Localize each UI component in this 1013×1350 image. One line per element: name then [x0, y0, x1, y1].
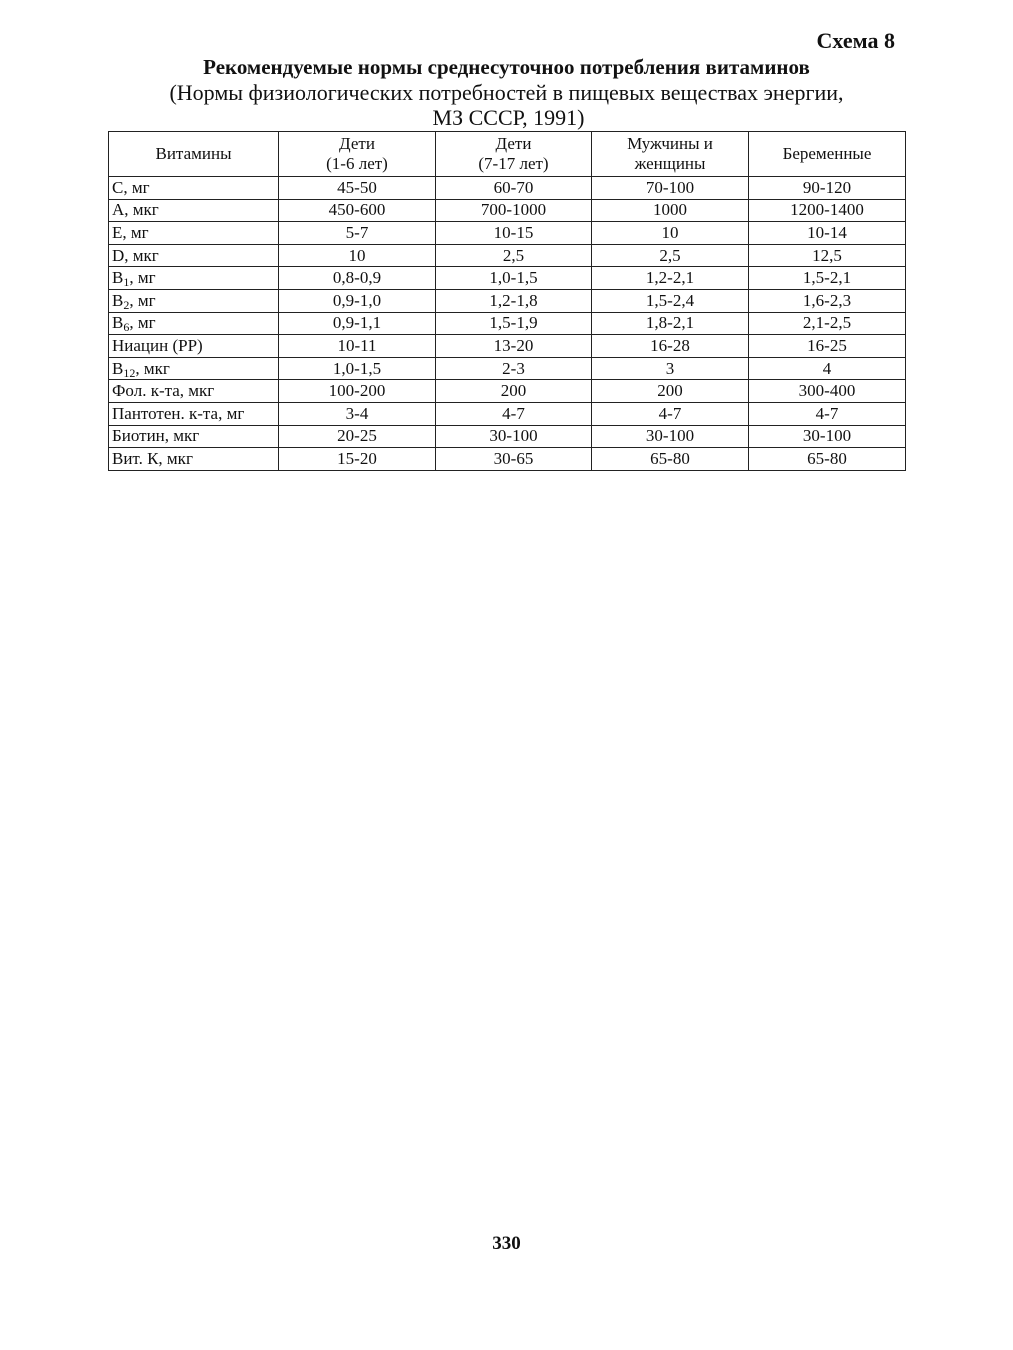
value-cell: 60-70 — [436, 177, 592, 200]
value-cell: 1,5-2,4 — [592, 289, 749, 312]
table-row — [109, 335, 906, 358]
page-number: 330 — [492, 1233, 521, 1254]
header-children-7-17: Дети (7-17 лет) — [436, 132, 592, 177]
vitamin-name-cell: А, мкг — [109, 199, 279, 222]
vitamin-name-cell: Пантотен. к-та, мг — [109, 402, 279, 425]
vitamin-name-cell: $В_2$, мг — [109, 289, 279, 312]
vitamin-name-cell: Вит. К, мкг — [109, 448, 279, 471]
value-cell: 200 — [436, 380, 592, 403]
vitamin-name-cell: Ниацин (РР) — [109, 335, 279, 358]
header-men-women: Мужчины и женщины — [592, 132, 749, 177]
header-vitamins: Витамины — [109, 132, 279, 177]
value-cell: 1000 — [592, 199, 749, 222]
vitamin-name-cell: Е, мг — [109, 222, 279, 245]
value-cell: 2,1-2,5 — [749, 312, 906, 335]
value-cell: 2-3 — [436, 357, 592, 380]
table-row — [109, 448, 906, 471]
value-cell: 4-7 — [592, 402, 749, 425]
value-cell: 100-200 — [279, 380, 436, 403]
value-cell: 13-20 — [436, 335, 592, 358]
document-subtitle — [0, 80, 1013, 130]
value-cell: 2,5 — [436, 244, 592, 267]
value-cell: 10-11 — [279, 335, 436, 358]
vitamin-name-cell: С, мг — [109, 177, 279, 200]
table-row — [109, 222, 906, 245]
value-cell: 200 — [592, 380, 749, 403]
value-cell: 0,9-1,0 — [279, 289, 436, 312]
value-cell: 70-100 — [592, 177, 749, 200]
value-cell: 4-7 — [436, 402, 592, 425]
value-cell: 30-100 — [436, 425, 592, 448]
table-row — [109, 244, 906, 267]
value-cell: 12,5 — [749, 244, 906, 267]
table-row — [109, 177, 906, 200]
value-cell: 90-120 — [749, 177, 906, 200]
table-row — [109, 357, 906, 380]
value-cell: 1,2-2,1 — [592, 267, 749, 290]
vitamin-name-cell: $В_1$, мг — [109, 267, 279, 290]
vitamin-name-cell: Биотин, мкг — [109, 425, 279, 448]
value-cell: 65-80 — [749, 448, 906, 471]
value-cell: 1,5-1,9 — [436, 312, 592, 335]
table-header-row — [109, 132, 906, 177]
value-cell: 0,9-1,1 — [279, 312, 436, 335]
value-cell: 10-14 — [749, 222, 906, 245]
vitamins-table — [108, 131, 906, 471]
table-row — [109, 289, 906, 312]
value-cell: 1,6-2,3 — [749, 289, 906, 312]
header-children-1-6: Дети (1-6 лет) — [279, 132, 436, 177]
value-cell: 4 — [749, 357, 906, 380]
subtitle-line-2: МЗ СССР, 1991) — [432, 105, 585, 130]
value-cell: 1,5-2,1 — [749, 267, 906, 290]
value-cell: 4-7 — [749, 402, 906, 425]
value-cell: 10-15 — [436, 222, 592, 245]
value-cell: 2,5 — [592, 244, 749, 267]
scheme-label: Схема 8 — [816, 28, 895, 53]
value-cell: 1,0-1,5 — [279, 357, 436, 380]
table-row — [109, 380, 906, 403]
table-row — [109, 267, 906, 290]
value-cell: 10 — [279, 244, 436, 267]
value-cell: 65-80 — [592, 448, 749, 471]
header-pregnant: Беременные — [749, 132, 906, 177]
table-row — [109, 312, 906, 335]
value-cell: 30-100 — [592, 425, 749, 448]
value-cell: 3-4 — [279, 402, 436, 425]
value-cell: 700-1000 — [436, 199, 592, 222]
vitamin-name-cell: $В_{12}$, мкг — [109, 357, 279, 380]
value-cell: 20-25 — [279, 425, 436, 448]
subtitle-line-1: (Нормы физиологических потребностей в пищевых веществах энергии, — [169, 80, 844, 105]
value-cell: 1,0-1,5 — [436, 267, 592, 290]
value-cell: 300-400 — [749, 380, 906, 403]
value-cell: 45-50 — [279, 177, 436, 200]
value-cell: 3 — [592, 357, 749, 380]
value-cell: 15-20 — [279, 448, 436, 471]
value-cell: 16-25 — [749, 335, 906, 358]
value-cell: 1,8-2,1 — [592, 312, 749, 335]
value-cell: 30-100 — [749, 425, 906, 448]
vitamin-name-cell: $В_6$, мг — [109, 312, 279, 335]
value-cell: 1,2-1,8 — [436, 289, 592, 312]
value-cell: 10 — [592, 222, 749, 245]
value-cell: 1200-1400 — [749, 199, 906, 222]
table-row — [109, 199, 906, 222]
document-title: Рекомендуемые нормы среднесуточноо потребления витаминов — [203, 55, 810, 79]
value-cell: 5-7 — [279, 222, 436, 245]
value-cell: 16-28 — [592, 335, 749, 358]
table-row — [109, 425, 906, 448]
vitamin-name-cell: D, мкг — [109, 244, 279, 267]
value-cell: 0,8-0,9 — [279, 267, 436, 290]
value-cell: 450-600 — [279, 199, 436, 222]
table-row — [109, 402, 906, 425]
value-cell: 30-65 — [436, 448, 592, 471]
vitamin-name-cell: Фол. к-та, мкг — [109, 380, 279, 403]
